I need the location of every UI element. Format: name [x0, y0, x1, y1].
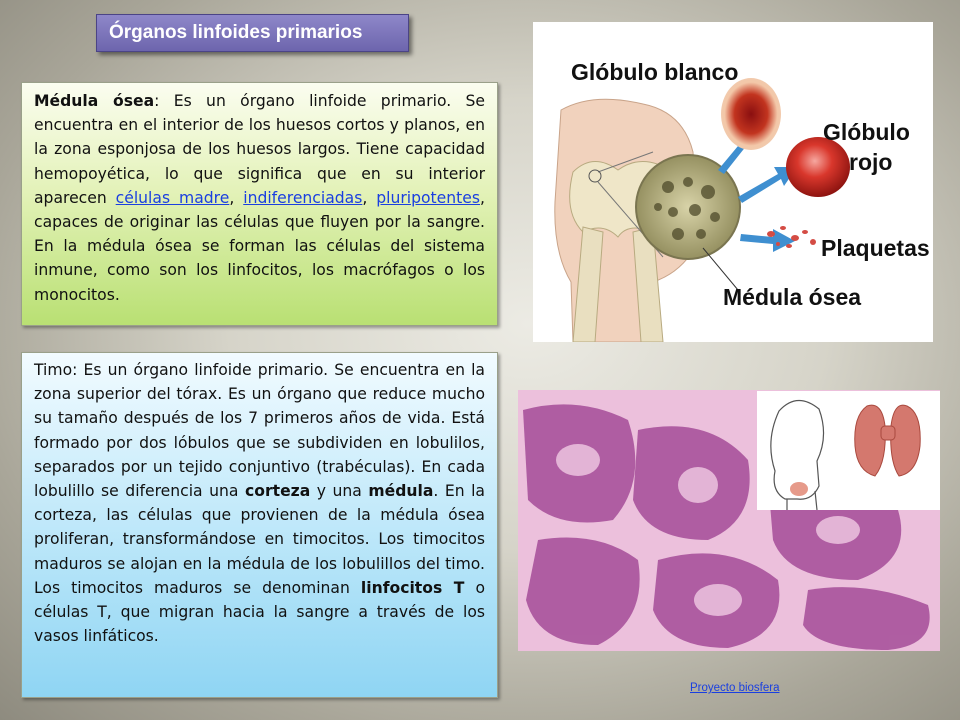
stem-cells-link[interactable]: células madre — [115, 188, 230, 207]
thymus-inset-illustration — [757, 391, 940, 510]
thymus-text-2: y una — [310, 482, 369, 501]
bone-marrow-text-2: , capaces de originar las células que fluyen por la sangre. En la médula ósea se forman las células del sistema inmune, como son los linfocitos, los macrófagos o los monocitos. — [34, 188, 485, 304]
thymus-inset-image — [757, 391, 940, 510]
label-red-cell-2: rojo — [849, 149, 893, 175]
red-cell-graphic — [786, 137, 850, 197]
thymus-paragraph — [34, 358, 485, 648]
thymus-text-3: . En la corteza, las células que provienen de la médula ósea proliferan, transformándose en timocitos. Los timocitos maduros se alojan en la médula de los lobulillos del timo. Los timocitos maduros se denominan — [34, 482, 485, 597]
bone-marrow-figure — [533, 22, 933, 342]
small-thymus-icon — [790, 482, 808, 496]
thymus-text-4: o células T, que migran hacia la sangre a través de los vasos linfáticos. — [34, 578, 485, 646]
thymus-text-1: : Es un órgano linfoide primario. Se encuentra en la zona superior del tórax. Es un órgano que reduce mucho su tamaño después de los 7 primeros años de vida. Está formado por dos lóbulos que se subdividen en lobulilos, separados por un tejido conjuntivo (trabéculas). En cada lobulillo se diferencia una — [34, 361, 485, 501]
cortex-term: corteza — [244, 482, 311, 501]
bone-marrow-textbox — [21, 82, 498, 326]
bone-marrow-paragraph — [34, 89, 485, 307]
label-platelets: Plaquetas — [821, 235, 930, 261]
medulla-term: médula — [368, 482, 434, 501]
thymus-term: Timo — [34, 361, 73, 379]
bone-marrow-text-1: : Es un órgano linfoide primario. Se encuentra en el interior de los huesos cortos y planos, en la zona esponjosa de los huesos largos. Tiene capacidad hemopoyética, lo que significa que en su interior aparecen — [34, 92, 486, 207]
thymus-organ-icon — [855, 405, 920, 476]
white-cell-graphic — [721, 78, 781, 150]
credit-link[interactable]: Proyecto biosfera — [690, 682, 780, 694]
arrow-platelets — [740, 229, 795, 252]
bone-marrow-illustration — [533, 22, 933, 342]
undifferentiated-link[interactable]: indiferenciadas — [243, 188, 363, 207]
label-marrow: Médula ósea — [723, 284, 862, 310]
thymus-textbox — [21, 352, 498, 698]
label-red-cell-1: Glóbulo — [823, 119, 910, 145]
t-lymphocytes-term: linfocitos T — [360, 578, 465, 597]
separator-1: , — [229, 188, 244, 207]
label-white-cell: Glóbulo blanco — [571, 59, 739, 85]
bone-marrow-term: Médula ósea — [34, 92, 155, 110]
slide-title: Órganos linfoides primarios — [96, 14, 409, 52]
separator-2: , — [362, 188, 377, 207]
pluripotent-link[interactable]: pluripotentes — [376, 188, 480, 207]
